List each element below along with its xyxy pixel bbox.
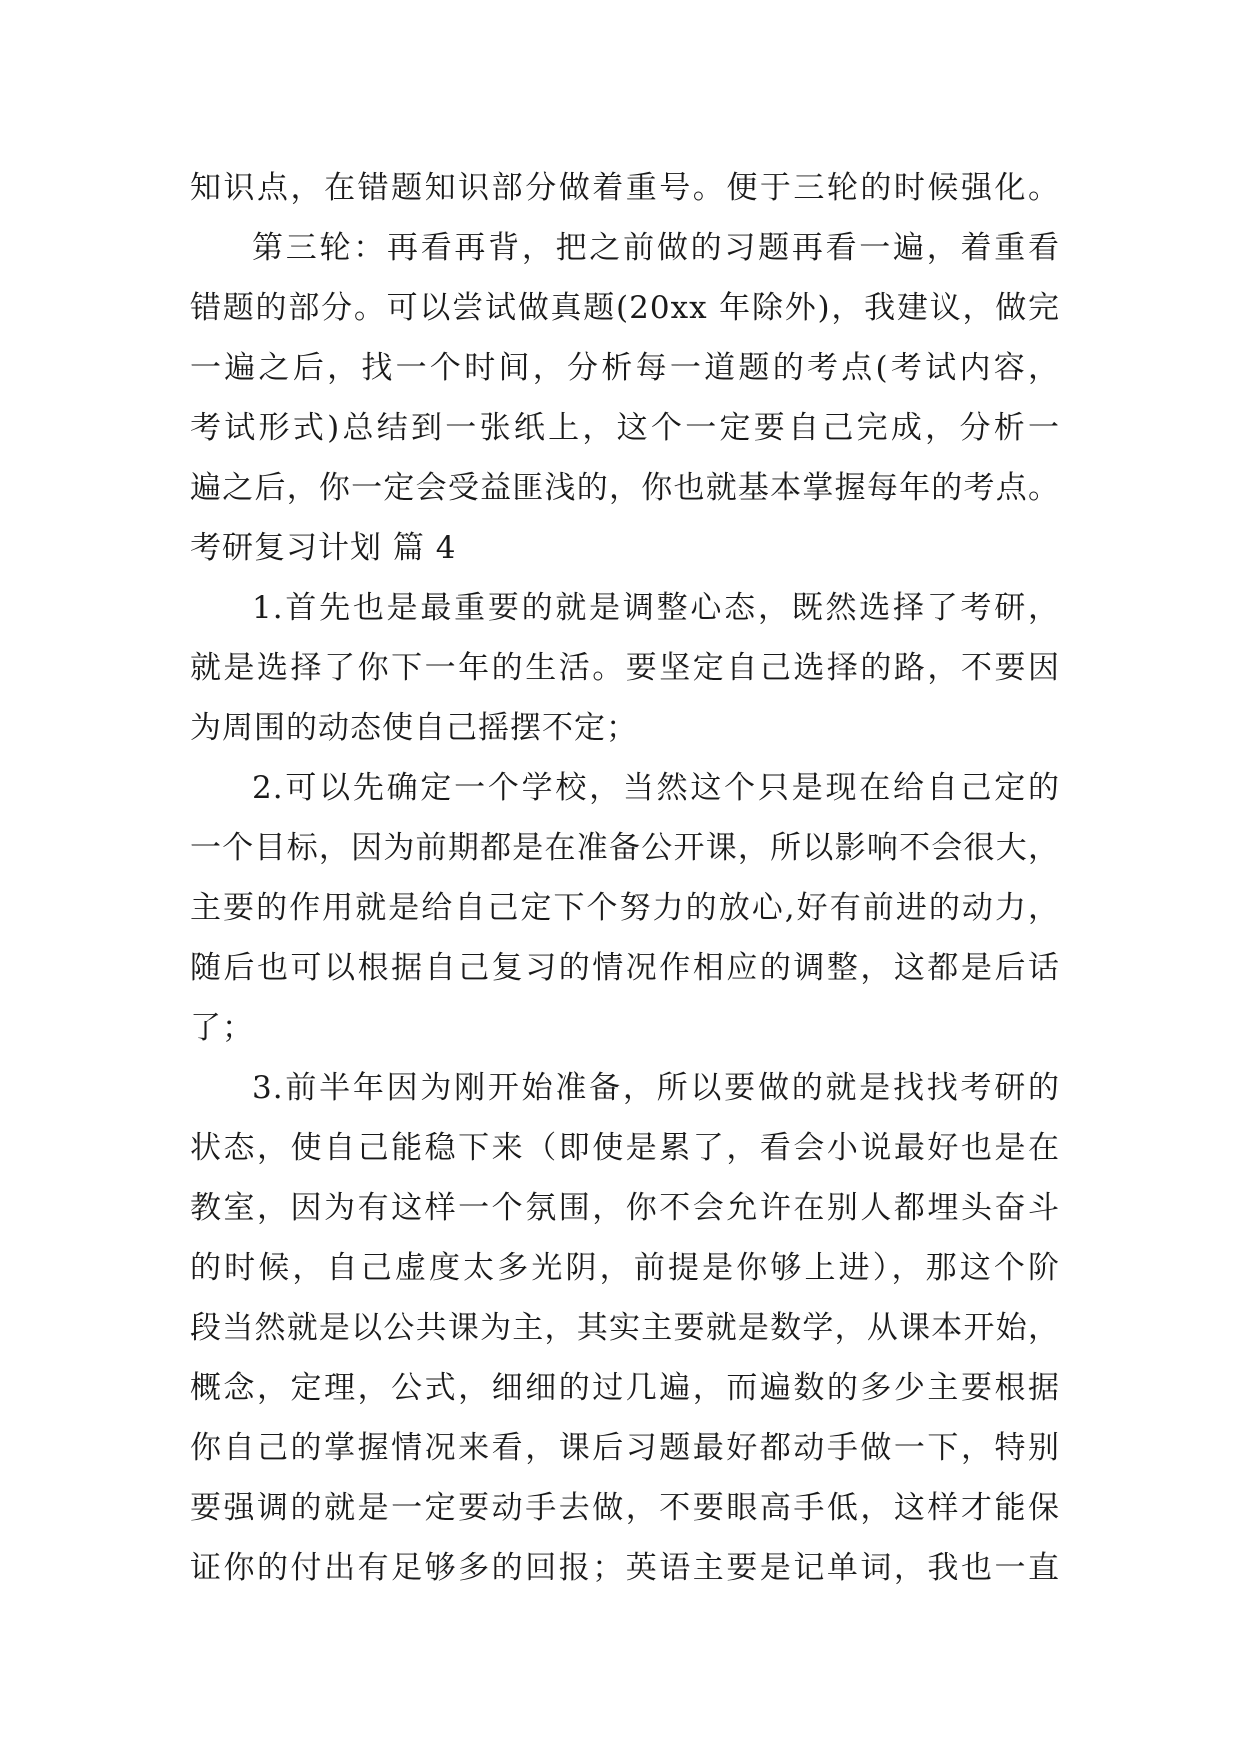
text-line: 主要的作用就是给自己定下个努力的放心,好有前进的动力， (190, 890, 1060, 926)
text-line: 考试形式)总结到一张纸上，这个一定要自己完成，分析一 (190, 410, 1060, 446)
text-line: 为周围的动态使自己摇摆不定； (190, 710, 638, 746)
text-line: 要强调的就是一定要动手去做，不要眼高手低，这样才能保 (190, 1490, 1060, 1526)
section-heading: 考研复习计划 篇 4 (190, 530, 457, 566)
text-line: 随后也可以根据自己复习的情况作相应的调整，这都是后话 (190, 950, 1060, 986)
text-line: 状态，使自己能稳下来（即使是累了，看会小说最好也是在 (190, 1130, 1060, 1166)
text-line: 第三轮：再看再背，把之前做的习题再看一遍，着重看 (252, 230, 1060, 266)
text-line: 错题的部分。可以尝试做真题(20xx 年除外)，我建议，做完 (190, 290, 1060, 326)
text-line: 就是选择了你下一年的生活。要坚定自己选择的路，不要因 (190, 650, 1060, 686)
text-line: 段当然就是以公共课为主，其实主要就是数学，从课本开始， (190, 1310, 1060, 1346)
text-line: 了； (190, 1010, 254, 1046)
text-line: 概念，定理，公式，细细的过几遍，而遍数的多少主要根据 (190, 1370, 1060, 1406)
text-line: 3.前半年因为刚开始准备，所以要做的就是找找考研的 (252, 1070, 1060, 1106)
text-line: 一遍之后，找一个时间，分析每一道题的考点(考试内容， (190, 350, 1060, 386)
text-line: 1.首先也是最重要的就是调整心态，既然选择了考研， (252, 590, 1060, 626)
text-line: 的时候，自己虚度太多光阴，前提是你够上进），那这个阶 (190, 1250, 1060, 1286)
text-line: 教室，因为有这样一个氛围，你不会允许在别人都埋头奋斗 (190, 1190, 1060, 1226)
text-line: 遍之后，你一定会受益匪浅的，你也就基本掌握每年的考点。 (190, 470, 1060, 506)
text-line: 2.可以先确定一个学校，当然这个只是现在给自己定的 (252, 770, 1060, 806)
text-line: 一个目标，因为前期都是在准备公开课，所以影响不会很大， (190, 830, 1060, 866)
text-line: 证你的付出有足够多的回报；英语主要是记单词，我也一直 (190, 1550, 1060, 1586)
document-body (190, 158, 1060, 1598)
text-line: 知识点，在错题知识部分做着重号。便于三轮的时候强化。 (190, 170, 1060, 206)
text-line: 你自己的掌握情况来看，课后习题最好都动手做一下，特别 (190, 1430, 1060, 1466)
